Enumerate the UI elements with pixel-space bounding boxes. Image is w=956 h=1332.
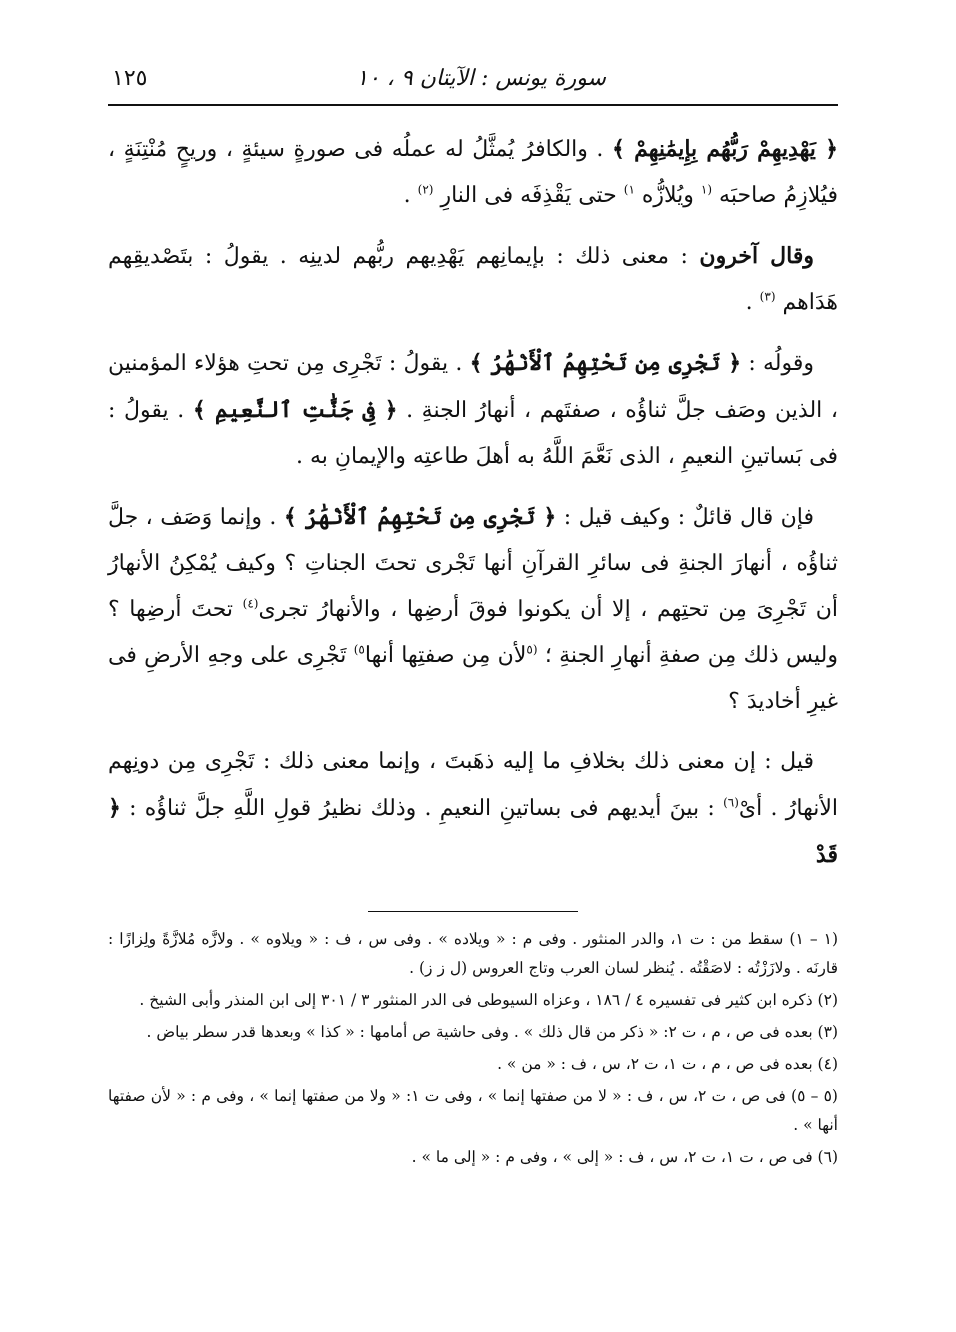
running-head	[108, 58, 838, 106]
text-run: .	[745, 290, 760, 315]
quran-verse: ﴿ تَجْرِى مِن تَحْتِهِمُ ٱلْأَنْهَٰرُ ﴾	[283, 504, 557, 530]
running-title: سورة يونس : الآيتان ٩ ، ١٠	[356, 66, 606, 91]
footnote	[108, 1082, 838, 1140]
footnote-ref: (٢)	[417, 182, 434, 197]
footnote-text: (٦) فى ص ، ت ١، ت ٢، س ، ف : « إلى » ، وفى م : « إلى ما » .	[411, 1148, 838, 1166]
footnote-ref: ٥)	[353, 642, 365, 657]
footnote-ref: (٤)	[242, 596, 259, 611]
footnote-ref: ١)	[623, 182, 635, 197]
quran-verse: ﴿ تَجْرِى مِن تَحْتِهِمُ ٱلْأَنْهَٰرُ ﴾	[469, 350, 742, 376]
text-run: قيل : إن معنى ذلك بخلافِ ما إليه ذهَبتَ ، وإنما معنى ذلك : تَجْرِى مِن دونِهم الأنهارُ . أىْ	[108, 749, 838, 821]
footnote	[108, 986, 838, 1015]
paragraph	[108, 739, 838, 879]
footnote-text: (٣) بعده فى ص ، م ، ت ٢: « ذكر من قال ذلك » . وفى حاشية ص أمامها : « كذا » وبعدها قدر سطر بياض .	[146, 1023, 838, 1041]
footnote	[108, 925, 838, 983]
footnote	[108, 1018, 838, 1047]
text-run: . وإنما وَصَف ، جلَّ ثناؤُه ، أنهارَ الجنةِ فى سائرِ القرآنِ أنها تَجْرى تحتَ الجناتِ ؟ وكيف يُمْكِنُ الأنهارُ أن تَجْرِىَ مِن تحتِهم ، إلا أن يكونوا فوقَ أرضِها ، والأنهارُ تجرى	[108, 505, 839, 622]
paragraph	[108, 494, 838, 725]
footnote-text: (٢) ذكره ابن كثير فى تفسيره ٤ / ١٨٦ ، وعزاه السيوطى فى الدر المنثور ٣ / ٣٠١ إلى ابن المنذر وأبى الشيخ .	[139, 991, 838, 1009]
lead-phrase: وقال آخرون	[699, 243, 814, 269]
text-run: . يقولُ : فى بَساتينِ النعيمِ ، الذى نَعَّمَ اللَّهُ به أهلَ طاعتِه والإيمانِ به .	[108, 398, 838, 469]
text-run: ويُلازُّه	[634, 183, 701, 208]
quran-verse: ﴿ يَهْدِيهِمْ رَبُّهُم بِإِيمَٰنِهِمْ ﴾	[611, 136, 838, 162]
page-number: ١٢٥	[112, 66, 148, 91]
footnote-ref: (٣)	[759, 289, 776, 304]
text-run: .	[403, 183, 418, 208]
text-run: . والكافرُ يُمثَّلُ له عملُه فى صورةٍ سيئةٍ ، وريحٍ مُنْتِنَةٍ ، فيُلازِمُ صاحبَه	[108, 137, 838, 208]
text-run: لأن مِن صفتِها أنها	[364, 643, 527, 668]
text-run: : معنى ذلك : بإيمانِهم يَهْدِيهم ربُّهم لدينِه . يقولُ : بتَصْديقِهم هَدَاهم	[108, 244, 838, 315]
footnote-ref: (٥	[526, 642, 538, 657]
footnote-ref: (٦)	[723, 795, 739, 810]
footnote-text: (٤) بعده فى ص ، م ، ت ١، ت ٢، س ، ف : « من » .	[497, 1055, 838, 1073]
book-page	[108, 58, 838, 1298]
footnote	[108, 1050, 838, 1079]
quran-verse: ﴿ فِى جَنَّٰتِ ٱلنَّعِيمِ ﴾	[192, 397, 398, 423]
text-run: . يقولُ : تَجْرِى مِن تحتِ هؤلاء المؤمنين ، الذين وصَف جلَّ ثناؤُه ، صفتَهم ، أنهارُ الجنةِ .	[108, 351, 838, 423]
text-run: تَجْرِى على وجهِ الأرضِ فى غيرِ أخاديدَ ؟	[108, 643, 838, 714]
text-run: : بينَ أيديهم فى بساتينِ النعيمِ . وذلك نظيرُ قولِ اللَّهِ جلَّ ثناؤُه :	[120, 796, 724, 821]
text-run: تحتَ أرضِها ؟ وليس ذلك مِن صفةِ أنهارِ الجنةِ ؛	[108, 597, 839, 668]
paragraph	[108, 126, 838, 219]
footnotes	[108, 925, 838, 1172]
text-run: وقولُه :	[741, 351, 814, 376]
body-text	[108, 126, 838, 879]
text-run: حتى يَقْذِفَه فى النارِ	[433, 183, 624, 208]
footnote	[108, 1143, 838, 1172]
paragraph	[108, 340, 838, 480]
footnote-text: (٥ – ٥) فى ص ، ت ٢، س ، ف : « لا من صفتها إنما » ، وفى ت ١: « ولا من صفتها إنما » ، وفى م : « لأن صفتها أنها » .	[108, 1087, 838, 1134]
footnote-ref: (١	[700, 182, 713, 197]
footnote-separator	[108, 905, 838, 925]
paragraph	[108, 233, 838, 326]
quran-verse: ﴿ قَدْ	[108, 795, 838, 868]
footnote-text: (١ – ١) سقط من : ت ١، والدر المنثور . وفى م : « ويلاده » . وفى س ، ف : « ويلاوه » . ولازَّه مُلازَّةً ولِزازًا : قارنَه . ولازَزْتُه : لاصَقْتُه . يُنظر لسان العرب وتاج العروس (ل ز ز) .	[108, 930, 839, 977]
text-run: فإن قال قائلٌ : وكيف قيل :	[556, 505, 815, 530]
